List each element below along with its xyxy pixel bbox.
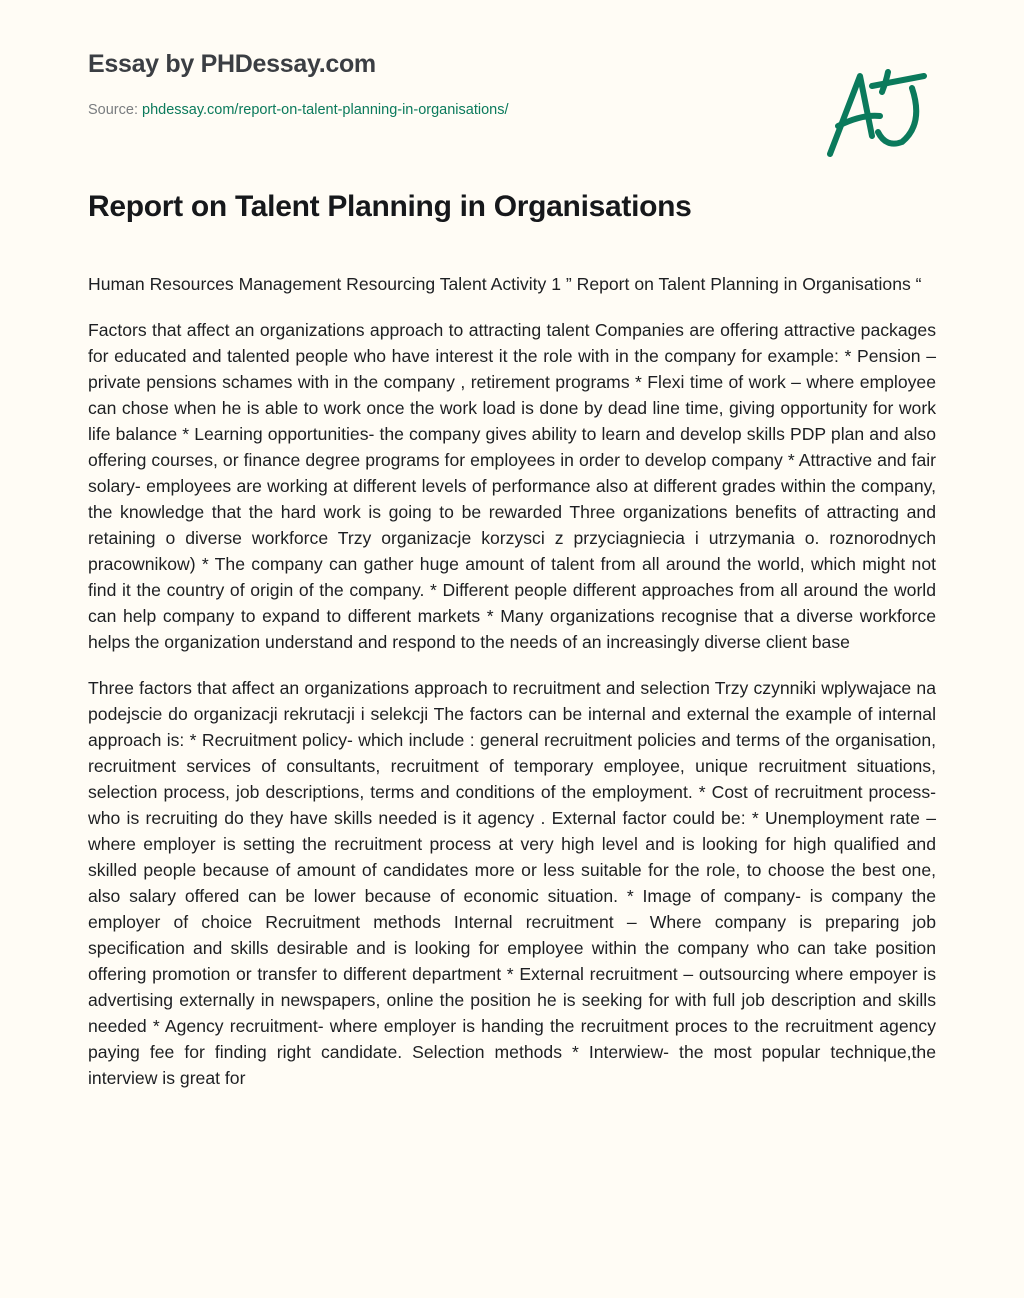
paragraph: Factors that affect an organizations approach to attracting talent Companies are offering attractive packages for educated and talented people who have interest it the role with in the company for example: * Pension – private pensions schames with in the company , retirement programs * Flexi time of work – where employee can chose when he is able to work once the work load is done by dead line time, giving opportunity for work life balance * Learning opportunities- the company gives ability to learn and develop skills PDP plan and also offering courses, or finance degree programs for employees in order to develop company * Attractive and fair solary- employees are working at different levels of performance also at different grades within the company, the knowledge that the hard work is going to be rewarded Three organizations benefits of attracting and retaining o diverse workforce Trzy organizacje korzysci z przyciagniecia i utrzymania o. roznorodnych pracownikow) * The company can gather huge amount of talent from all around the world, which might not find it the country of origin of the company. * Different people different approaches from all around the world can help company to expand to different markets * Many organizations recognise that a diverse workforce helps the organization understand and respond to the needs of an increasingly diverse client base [88,320,936,652]
article-body [88,271,936,1111]
source-link[interactable]: phdessay.com/report-on-talent-planning-in-organisations/ [142,102,509,118]
a-plus-logo-icon [820,64,930,160]
source-line [88,102,508,118]
source-label: Source: [88,102,138,118]
paragraph: Human Resources Management Resourcing Talent Activity 1 ” Report on Talent Planning in Organisations “ [88,274,922,294]
site-title: Essay by PHDessay.com [88,50,376,78]
article-title: Report on Talent Planning in Organisations [88,190,692,223]
paragraph: Three factors that affect an organizations approach to recruitment and selection Trzy czynniki wplywajace na podejscie do organizacji rekrutacji i selekcji The factors can be internal and external the example of internal approach is: * Recruitment policy- which include : general recruitment policies and terms of the organisation, recruitment services of consultants, recruitment of temporary employee, unique recruitment situations, selection process, job descriptions, terms and conditions of the employment. * Cost of recruitment process- who is recruiting do they have skills needed is it agency . External factor could be: * Unemployment rate – where employer is setting the recruitment process at very high level and is looking for high qualified and skilled people because of amount of candidates more or less suitable for the role, to choose the best one, also salary offered can be lower because of economic situation. * Image of company- is company the employer of choice Recruitment methods Internal recruitment – Where company is preparing job specification and skills desirable and is looking for employee within the company who can take position offering promotion or transfer to different department * External recruitment – outsourcing where empoyer is advertising externally in newspapers, online the position he is seeking for with full job description and skills needed * Agency recruitment- where employer is handing the recruitment proces to the recruitment agency paying fee for finding right candidate. Selection methods * Interwiew- the most popular technique,the interview is great for [88,678,936,1088]
